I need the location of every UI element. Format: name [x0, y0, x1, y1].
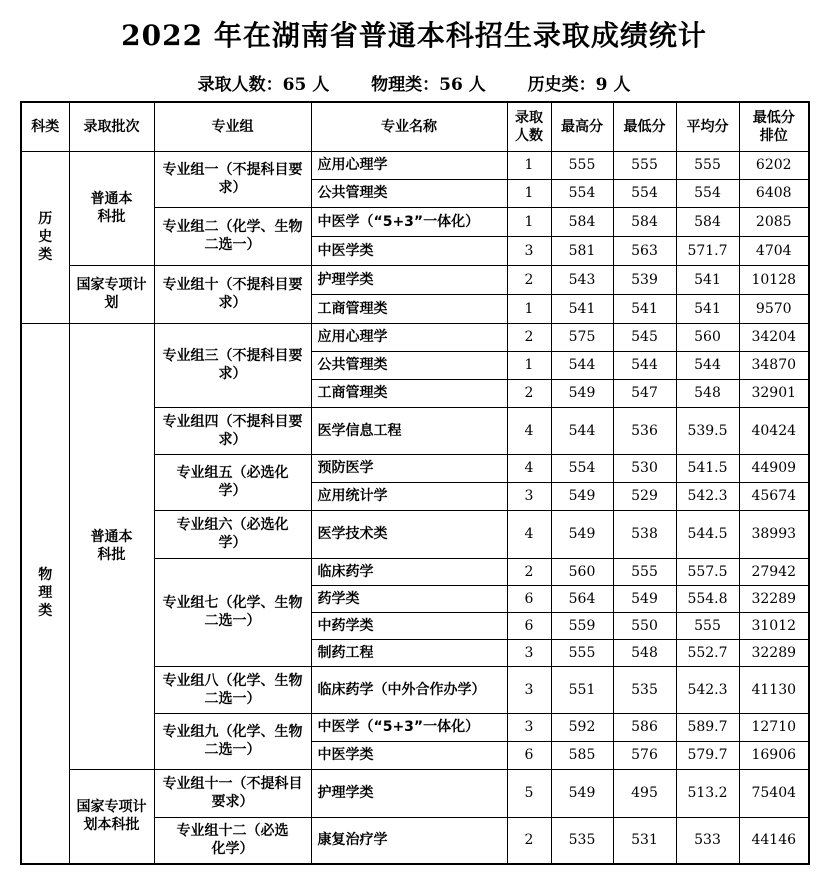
header-avg: 平均分 — [676, 102, 739, 151]
admitted-count: 1 — [507, 351, 551, 379]
min-rank: 10128 — [739, 265, 809, 294]
min-rank: 12710 — [739, 713, 809, 741]
min-rank: 34870 — [739, 351, 809, 379]
min-score: 495 — [613, 769, 676, 817]
major-name: 中医学类 — [311, 236, 507, 265]
max-score: 554 — [551, 454, 613, 482]
min-score: 545 — [613, 323, 676, 351]
min-score: 539 — [613, 265, 676, 294]
major-name: 医学技术类 — [311, 510, 507, 558]
major-name: 应用心理学 — [311, 323, 507, 351]
group-9: 专业组九（化学、生物二选一） — [154, 713, 311, 769]
min-score: 563 — [613, 236, 676, 265]
min-rank: 27942 — [739, 558, 809, 585]
admitted-count: 2 — [507, 558, 551, 585]
min-rank: 32289 — [739, 639, 809, 666]
group-8: 专业组八（化学、生物二选一） — [154, 666, 311, 713]
admitted-count: 1 — [507, 179, 551, 207]
admitted-count: 3 — [507, 639, 551, 666]
admitted-count: 1 — [507, 151, 551, 179]
table-header-row — [21, 102, 809, 151]
min-score: 529 — [613, 482, 676, 510]
major-name: 公共管理类 — [311, 351, 507, 379]
major-name: 工商管理类 — [311, 379, 507, 407]
admitted-count: 6 — [507, 585, 551, 612]
admitted-count: 2 — [507, 265, 551, 294]
group-12: 专业组十二（必选化学） — [154, 817, 311, 864]
min-score: 530 — [613, 454, 676, 482]
major-name: 临床药学（中外合作办学） — [311, 666, 507, 713]
major-name: 制药工程 — [311, 639, 507, 666]
avg-score: 539.5 — [676, 407, 739, 454]
major-name: 护理学类 — [311, 769, 507, 817]
min-score: 535 — [613, 666, 676, 713]
min-score: 549 — [613, 585, 676, 612]
max-score: 584 — [551, 207, 613, 236]
batch-special-history: 国家专项计划 — [69, 265, 154, 323]
max-score: 549 — [551, 510, 613, 558]
max-score: 560 — [551, 558, 613, 585]
admitted-count: 1 — [507, 294, 551, 323]
batch-regular-physics: 普通本科批 — [69, 323, 154, 769]
max-score: 549 — [551, 769, 613, 817]
max-score: 555 — [551, 639, 613, 666]
major-name: 临床药学 — [311, 558, 507, 585]
group-1: 专业组一（不提科目要求） — [154, 151, 311, 207]
min-score: 554 — [613, 179, 676, 207]
max-score: 544 — [551, 351, 613, 379]
group-7: 专业组七（化学、生物二选一） — [154, 558, 311, 666]
table-row — [21, 265, 809, 294]
avg-score: 560 — [676, 323, 739, 351]
header-batch: 录取批次 — [69, 102, 154, 151]
avg-score: 541.5 — [676, 454, 739, 482]
major-name: 中药学类 — [311, 612, 507, 639]
avg-score: 579.7 — [676, 741, 739, 769]
category-physics: 物理类 — [21, 323, 69, 864]
admitted-count: 3 — [507, 482, 551, 510]
summary-physics: 物理类：56 人 — [371, 75, 486, 95]
admitted-count: 3 — [507, 713, 551, 741]
major-name: 康复治疗学 — [311, 817, 507, 864]
min-rank: 2085 — [739, 207, 809, 236]
major-name: 护理学类 — [311, 265, 507, 294]
admitted-count: 2 — [507, 817, 551, 864]
max-score: 535 — [551, 817, 613, 864]
max-score: 592 — [551, 713, 613, 741]
admitted-count: 2 — [507, 323, 551, 351]
min-rank: 38993 — [739, 510, 809, 558]
group-5: 专业组五（必选化学） — [154, 454, 311, 510]
group-2: 专业组二（化学、生物二选一） — [154, 207, 311, 265]
min-rank: 4704 — [739, 236, 809, 265]
admission-score-table — [20, 101, 810, 865]
avg-score: 544 — [676, 351, 739, 379]
min-score: 584 — [613, 207, 676, 236]
major-name: 公共管理类 — [311, 179, 507, 207]
max-score: 581 — [551, 236, 613, 265]
max-score: 555 — [551, 151, 613, 179]
table-row — [21, 151, 809, 179]
avg-score: 555 — [676, 612, 739, 639]
header-admitted: 录取人数 — [507, 102, 551, 151]
max-score: 551 — [551, 666, 613, 713]
avg-score: 555 — [676, 151, 739, 179]
admitted-count: 5 — [507, 769, 551, 817]
avg-score: 554.8 — [676, 585, 739, 612]
header-category: 科类 — [21, 102, 69, 151]
batch-special-physics: 国家专项计划本科批 — [69, 769, 154, 864]
avg-score: 542.3 — [676, 666, 739, 713]
min-rank: 32289 — [739, 585, 809, 612]
min-score: 536 — [613, 407, 676, 454]
max-score: 541 — [551, 294, 613, 323]
min-rank: 41130 — [739, 666, 809, 713]
min-rank: 75404 — [739, 769, 809, 817]
max-score: 549 — [551, 482, 613, 510]
avg-score: 513.2 — [676, 769, 739, 817]
min-rank: 32901 — [739, 379, 809, 407]
admitted-count: 4 — [507, 407, 551, 454]
group-3: 专业组三（不提科目要求） — [154, 323, 311, 407]
major-name: 工商管理类 — [311, 294, 507, 323]
major-name: 应用心理学 — [311, 151, 507, 179]
summary-line — [0, 70, 828, 95]
header-rank: 最低分排位 — [739, 102, 809, 151]
header-min: 最低分 — [613, 102, 676, 151]
table-row — [21, 769, 809, 817]
avg-score: 544.5 — [676, 510, 739, 558]
major-name: 应用统计学 — [311, 482, 507, 510]
admitted-count: 6 — [507, 612, 551, 639]
max-score: 549 — [551, 379, 613, 407]
min-rank: 34204 — [739, 323, 809, 351]
avg-score: 552.7 — [676, 639, 739, 666]
min-rank: 6202 — [739, 151, 809, 179]
major-name: 医学信息工程 — [311, 407, 507, 454]
major-name: 药学类 — [311, 585, 507, 612]
avg-score: 584 — [676, 207, 739, 236]
min-rank: 9570 — [739, 294, 809, 323]
min-score: 555 — [613, 558, 676, 585]
avg-score: 554 — [676, 179, 739, 207]
admitted-count: 4 — [507, 510, 551, 558]
major-name: 中医学（“5+3”一体化） — [311, 207, 507, 236]
avg-score: 541 — [676, 265, 739, 294]
max-score: 544 — [551, 407, 613, 454]
max-score: 543 — [551, 265, 613, 294]
avg-score: 541 — [676, 294, 739, 323]
category-history: 历史类 — [21, 151, 69, 323]
max-score: 575 — [551, 323, 613, 351]
avg-score: 542.3 — [676, 482, 739, 510]
admitted-count: 3 — [507, 236, 551, 265]
min-rank: 6408 — [739, 179, 809, 207]
avg-score: 548 — [676, 379, 739, 407]
min-score: 586 — [613, 713, 676, 741]
major-name: 预防医学 — [311, 454, 507, 482]
min-rank: 40424 — [739, 407, 809, 454]
group-11: 专业组十一（不提科目要求） — [154, 769, 311, 817]
group-4: 专业组四（不提科目要求） — [154, 407, 311, 454]
min-score: 538 — [613, 510, 676, 558]
avg-score: 589.7 — [676, 713, 739, 741]
min-score: 576 — [613, 741, 676, 769]
header-major: 专业名称 — [311, 102, 507, 151]
min-rank: 44909 — [739, 454, 809, 482]
admitted-count: 4 — [507, 454, 551, 482]
major-name: 中医学类 — [311, 741, 507, 769]
max-score: 559 — [551, 612, 613, 639]
avg-score: 533 — [676, 817, 739, 864]
page-title: 2022 年在湖南省普通本科招生录取成绩统计 — [121, 19, 707, 52]
summary-total: 录取人数：65 人 — [197, 75, 330, 95]
min-score: 531 — [613, 817, 676, 864]
admitted-count: 2 — [507, 379, 551, 407]
admitted-count: 1 — [507, 207, 551, 236]
min-score: 541 — [613, 294, 676, 323]
min-score: 555 — [613, 151, 676, 179]
group-6: 专业组六（必选化学） — [154, 510, 311, 558]
min-score: 547 — [613, 379, 676, 407]
avg-score: 557.5 — [676, 558, 739, 585]
header-group: 专业组 — [154, 102, 311, 151]
min-score: 548 — [613, 639, 676, 666]
admitted-count: 3 — [507, 666, 551, 713]
batch-regular-history: 普通本科批 — [69, 151, 154, 265]
min-score: 544 — [613, 351, 676, 379]
major-name: 中医学（“5+3”一体化） — [311, 713, 507, 741]
min-rank: 44146 — [739, 817, 809, 864]
header-max: 最高分 — [551, 102, 613, 151]
max-score: 554 — [551, 179, 613, 207]
min-rank: 31012 — [739, 612, 809, 639]
min-rank: 45674 — [739, 482, 809, 510]
min-rank: 16906 — [739, 741, 809, 769]
admitted-count: 6 — [507, 741, 551, 769]
summary-history: 历史类：9 人 — [527, 75, 631, 95]
group-10: 专业组十（不提科目要求） — [154, 265, 311, 323]
max-score: 564 — [551, 585, 613, 612]
min-score: 550 — [613, 612, 676, 639]
avg-score: 571.7 — [676, 236, 739, 265]
table-row — [21, 323, 809, 351]
max-score: 585 — [551, 741, 613, 769]
